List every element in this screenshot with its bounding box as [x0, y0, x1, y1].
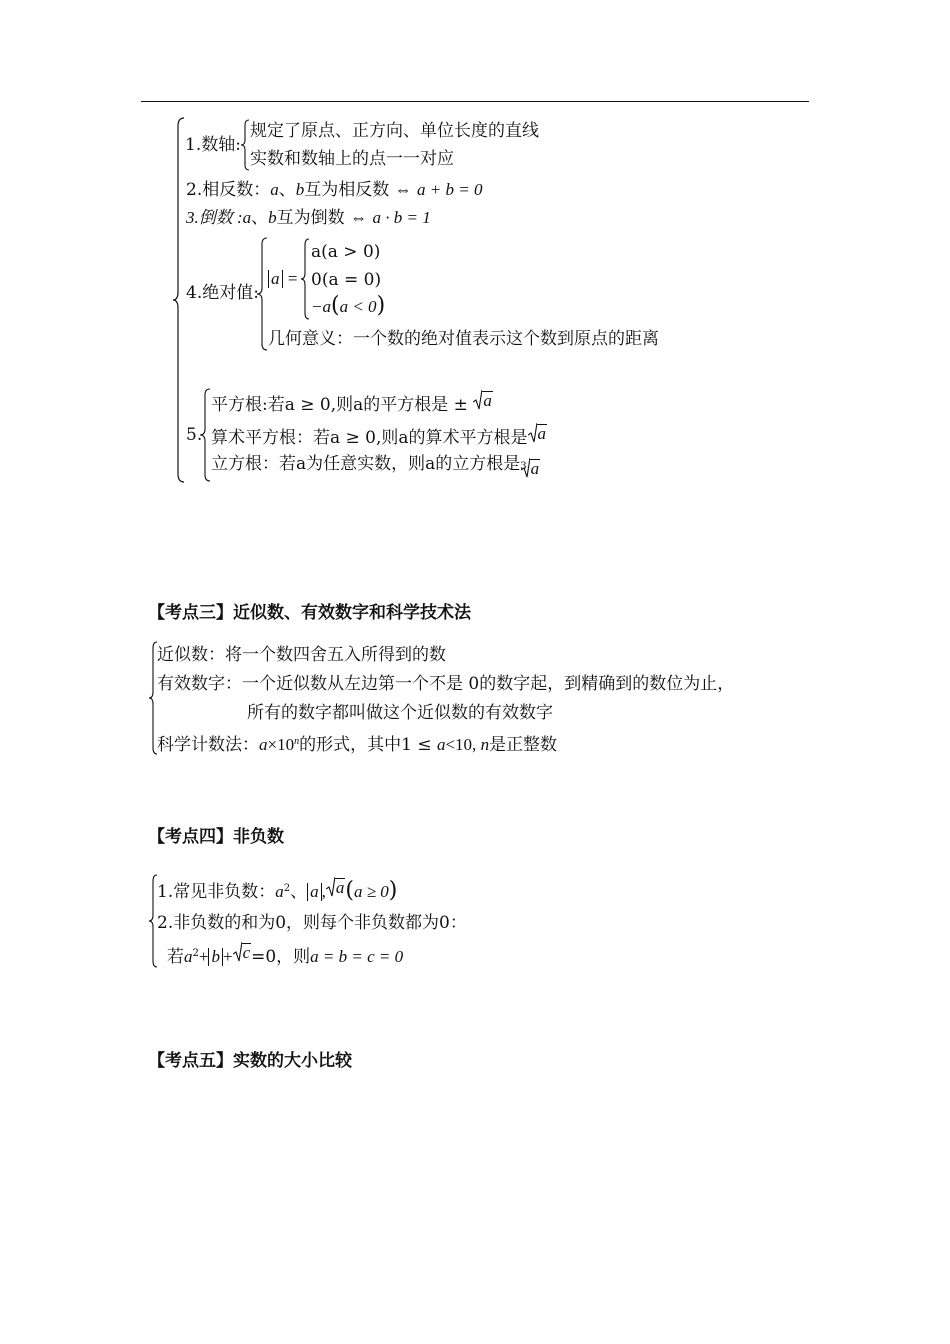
radical-icon	[521, 458, 530, 478]
exp-2: 2	[283, 883, 291, 894]
var-a: a	[275, 882, 284, 901]
exp-n: n	[294, 736, 300, 747]
abs-value-bars: a	[268, 270, 283, 288]
equiv-symbol: ⇔	[350, 208, 368, 227]
sci-cond: <10,	[445, 735, 481, 754]
radicand: a	[530, 459, 540, 478]
absolute-label: 4.绝对值:	[186, 283, 259, 303]
sep: 、	[251, 208, 269, 228]
opposite-formula: a + b = 0	[417, 180, 483, 199]
heading-section-4: 【考点四】非负数	[148, 827, 284, 847]
opposite-label: 2.相反数：	[186, 180, 271, 200]
example-mid: =0，则	[251, 947, 311, 967]
common-nonneg-row: 1.常见非负数：$a^2$、 a , a (a ≥ 0)	[157, 878, 398, 903]
cbrt-text: 立方根：若a为任意实数，则a的立方根是	[211, 454, 521, 474]
cbrt-index: 3	[520, 461, 527, 472]
radicand: a	[537, 424, 547, 443]
var-a: a	[436, 735, 446, 754]
heading-section-3: 【考点三】近似数、有效数字和科学技术法	[148, 603, 471, 623]
abs-case-3	[311, 293, 386, 318]
abs-case-3-cond: a < 0	[339, 297, 377, 316]
radical-icon	[473, 390, 482, 410]
paren-close: )	[388, 878, 398, 903]
arith-sqrt-row	[211, 423, 547, 449]
times-ten: ×10	[267, 735, 295, 754]
absolute-brace	[256, 236, 268, 352]
sqrt-symbol	[326, 877, 346, 897]
radicand: a	[335, 878, 345, 897]
paren-close: )	[376, 293, 386, 318]
sqrt-row	[211, 390, 493, 416]
cbrt-row	[211, 453, 540, 478]
var-b: b	[295, 180, 305, 199]
radicand: c	[242, 943, 251, 962]
radical-icon	[233, 942, 242, 962]
exp-2: 2	[192, 948, 199, 959]
sqrt-symbol	[473, 390, 493, 410]
common-label: 1.常见非负数：	[157, 882, 276, 902]
piecewise-brace	[300, 238, 310, 320]
example-pre: 若	[167, 947, 184, 967]
cbrt-symbol	[520, 456, 540, 478]
sqrt-symbol	[528, 423, 548, 443]
heading-section-5: 【考点五】实数的大小比较	[148, 1051, 352, 1071]
opposite-row	[186, 179, 483, 201]
reciprocal-formula: a · b = 1	[372, 208, 431, 227]
numberline-label: 1.数轴:	[185, 135, 241, 155]
numberline-brace	[240, 119, 250, 171]
opposite-text: 互为相反数	[304, 180, 390, 200]
abs-value-bars: a	[307, 883, 322, 901]
sci-label: 科学计数法：	[157, 735, 259, 755]
sqrt-symbol	[233, 942, 252, 962]
approx-row: 近似数：将一个数四舍五入所得到的数	[157, 645, 446, 665]
abs-case-1: a(a > 0)	[311, 242, 381, 262]
var-a: a	[270, 180, 279, 199]
abs-value-bars: b	[208, 948, 223, 966]
sep: 、	[290, 882, 308, 902]
header-rule	[141, 101, 809, 102]
root-brace	[199, 387, 211, 483]
numberline-def-1: 规定了原点、正方向、单位长度的直线	[250, 121, 539, 141]
reciprocal-row	[186, 207, 431, 229]
root-label: 5.	[186, 425, 203, 445]
var-b: b	[268, 208, 277, 227]
outer-brace	[172, 116, 186, 484]
sci-end: 是正整数	[489, 735, 558, 755]
sci-row	[157, 731, 557, 756]
radical-icon	[528, 423, 537, 443]
var-a: a	[242, 208, 252, 227]
reciprocal-text: 互为倒数	[276, 208, 345, 228]
example-conclusion: a = b = c = 0	[310, 947, 404, 966]
abs-case-2: 0(a = 0)	[311, 270, 382, 290]
sum-zero-row: 2.非负数的和为0，则每个非负数都为0：	[157, 913, 467, 933]
paren-open: (	[330, 293, 340, 318]
radical-icon	[326, 877, 335, 897]
var-a: a	[259, 735, 268, 754]
sep: 、	[278, 180, 296, 200]
numberline-def-2: 实数和数轴上的点一一对应	[250, 149, 454, 169]
sqrt-text: 平方根:若a ≥ 0,则a的平方根是 ±	[211, 395, 468, 415]
abs-definition	[268, 268, 298, 290]
var-a: a	[184, 947, 193, 966]
equiv-symbol: ⇔	[394, 180, 412, 199]
paren-open: (	[345, 878, 354, 903]
reciprocal-label: 3.倒数 :	[186, 208, 243, 227]
var-n: n	[480, 735, 490, 754]
arith-sqrt-text: 算术平方根：若a ≥ 0,则a的算术平方根是	[211, 428, 528, 448]
abs-geometric: 几何意义：一个数的绝对值表示这个数到原点的距离	[268, 329, 659, 349]
abs-eq: =	[287, 269, 298, 288]
nonneg-cond: a ≥ 0	[353, 882, 389, 901]
radicand: a	[483, 391, 492, 410]
sigfig-row-1: 有效数字：一个近似数从左边第一个不是 0的数字起，到精确到的数位为止，	[157, 674, 735, 694]
sci-mid: 的形式，其中1 ≤	[299, 735, 437, 755]
neg-a: −a	[311, 297, 331, 316]
sigfig-row-2: 所有的数字都叫做这个近似数的有效数字	[247, 703, 553, 723]
example-row: 若$a^2+ b$ + c =0，则a = b = c = 0	[167, 943, 404, 967]
